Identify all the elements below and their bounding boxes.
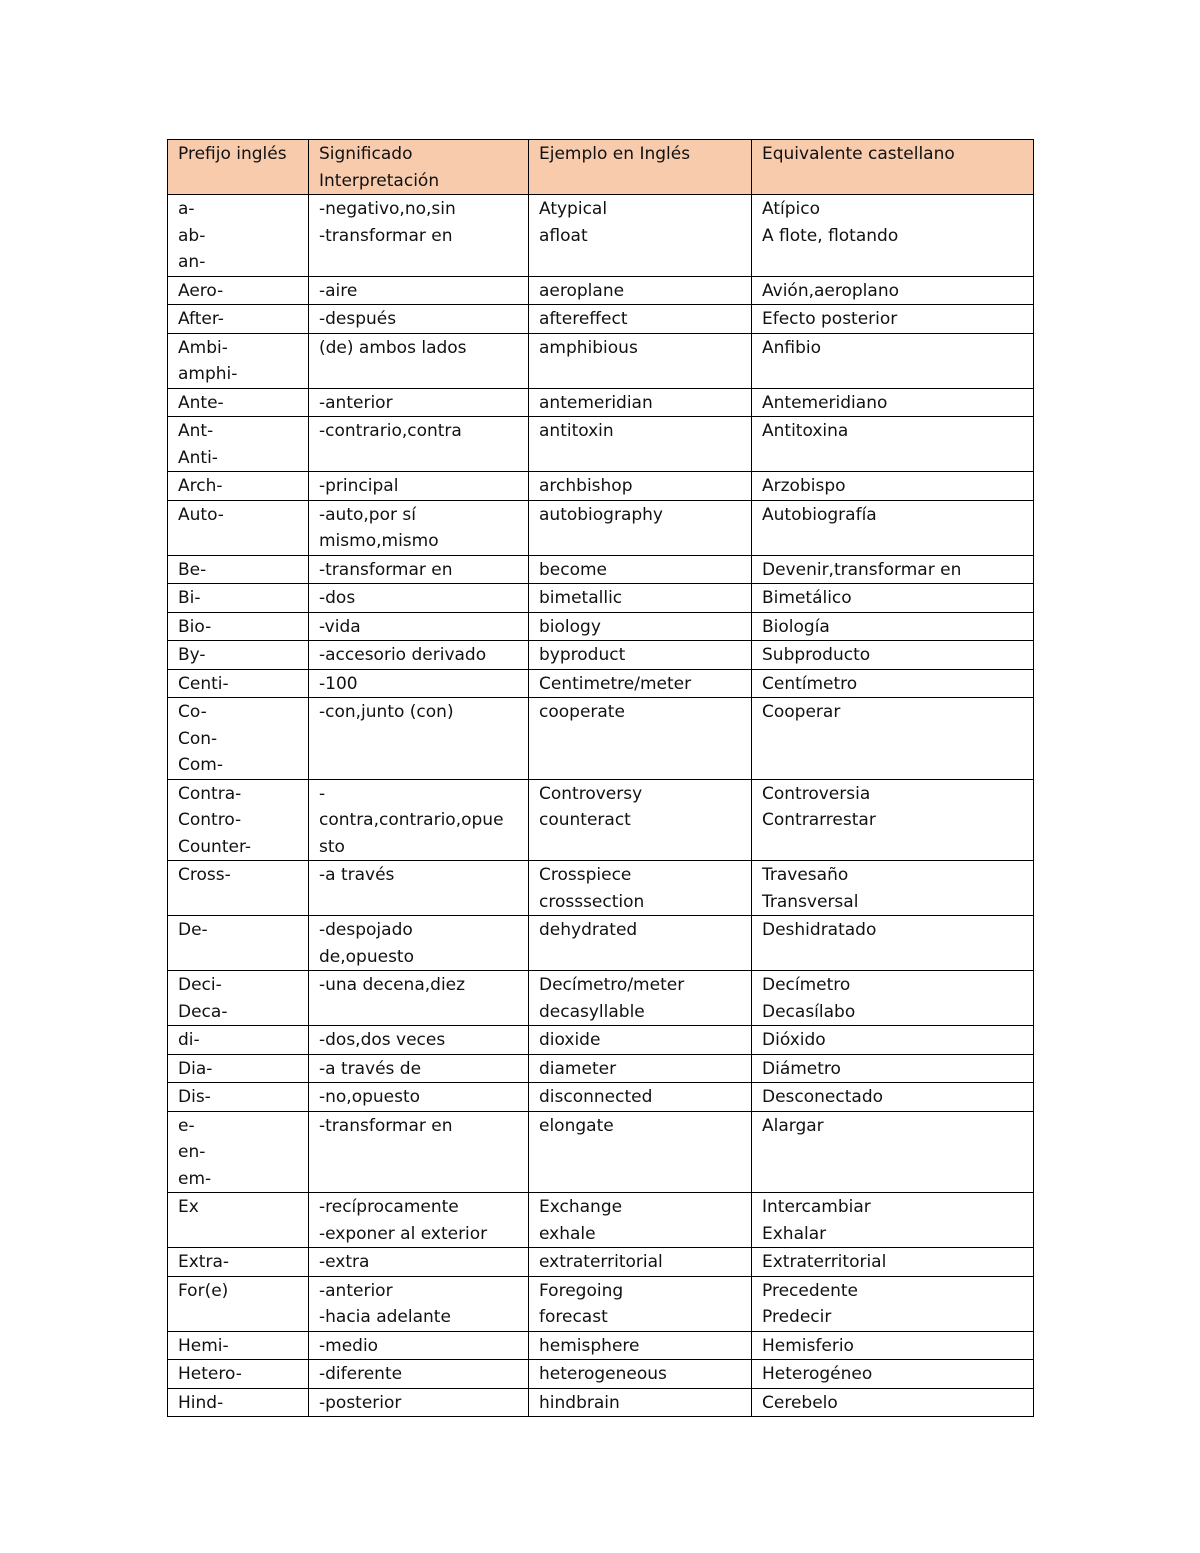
cell-example: disconnected (529, 1083, 752, 1112)
cell-example: Controversy counteract (529, 779, 752, 861)
table-row (168, 555, 1034, 584)
cell-prefix: Arch- (168, 472, 309, 501)
cell-example: Crosspiece crosssection (529, 861, 752, 916)
cell-example: byproduct (529, 641, 752, 670)
cell-equivalent: Avión,aeroplano (752, 276, 1034, 305)
cell-example: antemeridian (529, 388, 752, 417)
table-row (168, 1026, 1034, 1055)
cell-example: bimetallic (529, 584, 752, 613)
cell-prefix: Ant- Anti- (168, 417, 309, 472)
cell-equivalent: Cerebelo (752, 1388, 1034, 1417)
cell-equivalent: Devenir,transformar en (752, 555, 1034, 584)
cell-example: dehydrated (529, 916, 752, 971)
cell-example: dioxide (529, 1026, 752, 1055)
table-row (168, 584, 1034, 613)
cell-equivalent: Extraterritorial (752, 1248, 1034, 1277)
cell-example: hindbrain (529, 1388, 752, 1417)
cell-example: become (529, 555, 752, 584)
cell-equivalent: Intercambiar Exhalar (752, 1193, 1034, 1248)
cell-meaning: -despojado de,opuesto (309, 916, 529, 971)
cell-prefix: For(e) (168, 1276, 309, 1331)
cell-meaning: -una decena,diez (309, 971, 529, 1026)
cell-meaning: -posterior (309, 1388, 529, 1417)
prefix-table (167, 139, 1034, 1417)
table-row (168, 472, 1034, 501)
cell-equivalent: Autobiografía (752, 500, 1034, 555)
cell-meaning: -principal (309, 472, 529, 501)
table-row (168, 1111, 1034, 1193)
cell-equivalent: Desconectado (752, 1083, 1034, 1112)
cell-meaning: -medio (309, 1331, 529, 1360)
cell-prefix: Ambi- amphi- (168, 333, 309, 388)
cell-equivalent: Heterogéneo (752, 1360, 1034, 1389)
cell-meaning: -anterior (309, 388, 529, 417)
cell-meaning: -transformar en (309, 1111, 529, 1193)
cell-example: extraterritorial (529, 1248, 752, 1277)
cell-example: Atypical afloat (529, 195, 752, 277)
cell-prefix: Hetero- (168, 1360, 309, 1389)
cell-meaning: -dos,dos veces (309, 1026, 529, 1055)
header-ejemplo: Ejemplo en Inglés (529, 140, 752, 195)
cell-meaning: -no,opuesto (309, 1083, 529, 1112)
table-row (168, 1276, 1034, 1331)
cell-prefix: Centi- (168, 669, 309, 698)
cell-meaning: -negativo,no,sin -transformar en (309, 195, 529, 277)
cell-prefix: De- (168, 916, 309, 971)
cell-example: heterogeneous (529, 1360, 752, 1389)
cell-prefix: Aero- (168, 276, 309, 305)
table-row (168, 1388, 1034, 1417)
cell-prefix: Ante- (168, 388, 309, 417)
cell-prefix: Contra- Contro- Counter- (168, 779, 309, 861)
header-equivalente: Equivalente castellano (752, 140, 1034, 195)
table-row (168, 1054, 1034, 1083)
table-row (168, 612, 1034, 641)
cell-equivalent: Precedente Predecir (752, 1276, 1034, 1331)
cell-meaning: -100 (309, 669, 529, 698)
cell-equivalent: Antitoxina (752, 417, 1034, 472)
table-row (168, 641, 1034, 670)
table-row (168, 669, 1034, 698)
cell-prefix: Co- Con- Com- (168, 698, 309, 780)
table-row (168, 500, 1034, 555)
cell-prefix: Ex (168, 1193, 309, 1248)
cell-prefix: Auto- (168, 500, 309, 555)
cell-meaning: -diferente (309, 1360, 529, 1389)
cell-prefix: e- en- em- (168, 1111, 309, 1193)
cell-prefix: Cross- (168, 861, 309, 916)
cell-meaning: -después (309, 305, 529, 334)
cell-prefix: Dis- (168, 1083, 309, 1112)
cell-meaning: -a través de (309, 1054, 529, 1083)
table-row (168, 861, 1034, 916)
cell-meaning: - contra,contrario,opue sto (309, 779, 529, 861)
cell-equivalent: Deshidratado (752, 916, 1034, 971)
cell-example: elongate (529, 1111, 752, 1193)
cell-equivalent: Cooperar (752, 698, 1034, 780)
cell-prefix: Bio- (168, 612, 309, 641)
cell-meaning: -dos (309, 584, 529, 613)
cell-meaning: -accesorio derivado (309, 641, 529, 670)
cell-equivalent: Subproducto (752, 641, 1034, 670)
cell-equivalent: Antemeridiano (752, 388, 1034, 417)
cell-prefix: Deci- Deca- (168, 971, 309, 1026)
header-prefijo: Prefijo inglés (168, 140, 309, 195)
cell-prefix: Bi- (168, 584, 309, 613)
cell-example: diameter (529, 1054, 752, 1083)
cell-equivalent: Dióxido (752, 1026, 1034, 1055)
cell-equivalent: Atípico A flote, flotando (752, 195, 1034, 277)
cell-equivalent: Efecto posterior (752, 305, 1034, 334)
table-row (168, 1083, 1034, 1112)
cell-prefix: di- (168, 1026, 309, 1055)
cell-meaning: -vida (309, 612, 529, 641)
cell-meaning: -extra (309, 1248, 529, 1277)
cell-prefix: Be- (168, 555, 309, 584)
cell-prefix: By- (168, 641, 309, 670)
table-body (168, 195, 1034, 1417)
cell-equivalent: Travesaño Transversal (752, 861, 1034, 916)
table-row (168, 195, 1034, 277)
table-row (168, 779, 1034, 861)
table-row (168, 305, 1034, 334)
cell-equivalent: Hemisferio (752, 1331, 1034, 1360)
cell-equivalent: Decímetro Decasílabo (752, 971, 1034, 1026)
cell-meaning: -a través (309, 861, 529, 916)
cell-example: aftereffect (529, 305, 752, 334)
cell-equivalent: Alargar (752, 1111, 1034, 1193)
cell-example: hemisphere (529, 1331, 752, 1360)
cell-example: Exchange exhale (529, 1193, 752, 1248)
cell-meaning: -aire (309, 276, 529, 305)
table-row (168, 388, 1034, 417)
table-row (168, 417, 1034, 472)
cell-example: Decímetro/meter decasyllable (529, 971, 752, 1026)
table-row (168, 333, 1034, 388)
table-row (168, 1248, 1034, 1277)
cell-prefix: Hemi- (168, 1331, 309, 1360)
cell-example: Centimetre/meter (529, 669, 752, 698)
cell-equivalent: Controversia Contrarrestar (752, 779, 1034, 861)
cell-meaning: -con,junto (con) (309, 698, 529, 780)
cell-meaning: -transformar en (309, 555, 529, 584)
cell-equivalent: Centímetro (752, 669, 1034, 698)
table-row (168, 971, 1034, 1026)
cell-meaning: -recíprocamente -exponer al exterior (309, 1193, 529, 1248)
cell-example: antitoxin (529, 417, 752, 472)
table-row (168, 916, 1034, 971)
cell-equivalent: Arzobispo (752, 472, 1034, 501)
cell-prefix: Hind- (168, 1388, 309, 1417)
cell-equivalent: Biología (752, 612, 1034, 641)
cell-equivalent: Bimetálico (752, 584, 1034, 613)
table-row (168, 276, 1034, 305)
cell-equivalent: Anfibio (752, 333, 1034, 388)
table-header-row (168, 140, 1034, 195)
header-significado: Significado Interpretación (309, 140, 529, 195)
table-row (168, 1193, 1034, 1248)
cell-example: aeroplane (529, 276, 752, 305)
cell-prefix: After- (168, 305, 309, 334)
table-row (168, 1360, 1034, 1389)
cell-meaning: -auto,por sí mismo,mismo (309, 500, 529, 555)
cell-example: Foregoing forecast (529, 1276, 752, 1331)
cell-example: biology (529, 612, 752, 641)
cell-prefix: Extra- (168, 1248, 309, 1277)
cell-example: amphibious (529, 333, 752, 388)
cell-example: archbishop (529, 472, 752, 501)
cell-prefix: a- ab- an- (168, 195, 309, 277)
table-row (168, 698, 1034, 780)
cell-meaning: -anterior -hacia adelante (309, 1276, 529, 1331)
cell-prefix: Dia- (168, 1054, 309, 1083)
table-row (168, 1331, 1034, 1360)
cell-example: autobiography (529, 500, 752, 555)
cell-example: cooperate (529, 698, 752, 780)
cell-equivalent: Diámetro (752, 1054, 1034, 1083)
cell-meaning: (de) ambos lados (309, 333, 529, 388)
cell-meaning: -contrario,contra (309, 417, 529, 472)
